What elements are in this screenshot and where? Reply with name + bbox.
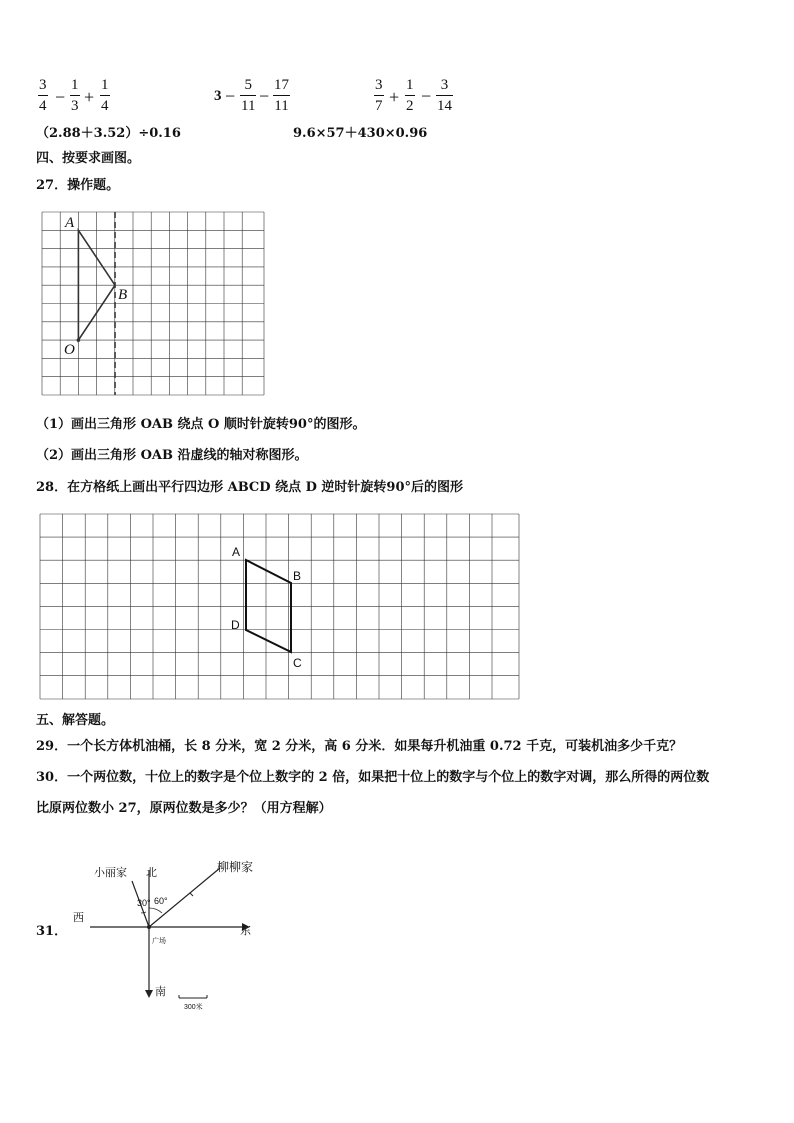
label-d: D: [231, 618, 240, 632]
q27-title: 27．操作题。: [36, 178, 120, 193]
center-point: [147, 925, 151, 929]
fraction: 1 2: [406, 77, 414, 114]
fraction: 5 11: [241, 77, 256, 114]
fraction: 1 4: [101, 77, 109, 114]
expression-5: 9.6×57＋430×0.96: [293, 126, 428, 141]
tick-mark: [190, 893, 193, 896]
fraction: 1 3: [71, 77, 79, 114]
parallelogram-abcd: [246, 560, 291, 652]
minus-sign: −: [259, 86, 270, 106]
q28-grid: [40, 514, 519, 699]
q30-line2: 比原两位数小 27，原两位数是多少？（用方程解）: [36, 801, 332, 816]
section-5-title: 五、解答题。: [36, 713, 115, 728]
angle-arc-60: [149, 908, 162, 913]
minus-sign: −: [55, 87, 66, 107]
q28-grid-figure: [38, 512, 522, 702]
label-c: C: [293, 656, 302, 670]
minus-sign: −: [225, 86, 236, 106]
label-b: B: [293, 569, 302, 583]
q27-sub1: （1）画出三角形 OAB 绕点 O 顺时针旋转90°的图形。: [36, 417, 366, 432]
q27-grid: [42, 212, 264, 395]
plus-sign: +: [389, 87, 400, 107]
whole-number: 3: [214, 88, 222, 104]
q30-line1: 30．一个两位数，十位上的数字是个位上数字的 2 倍，如果把十位上的数字与个位上的数字对调，那么所得的两位数: [36, 770, 710, 785]
q27-sub2: （2）画出三角形 OAB 沿虚线的轴对称图形。: [36, 448, 308, 463]
q31-number: 31．: [36, 924, 68, 939]
east-label: 东: [240, 925, 251, 937]
q27-grid-figure: [30, 206, 270, 401]
fraction: 3 7: [375, 77, 383, 114]
minus-sign: −: [421, 86, 432, 106]
liuliu-home-label: 柳柳家: [217, 860, 254, 874]
xiaoli-home-label: 小丽家: [94, 866, 127, 879]
angle-60-label: 60°: [154, 896, 168, 906]
expression-4: （2.88＋3.52）÷0.16: [36, 126, 181, 141]
south-label: 南: [155, 986, 166, 998]
plaza-label: 广场: [152, 938, 166, 945]
label-b: B: [118, 287, 128, 303]
q29-text: 29．一个长方体机油桶，长 8 分米，宽 2 分米，高 6 分米．如果每升机油重 0.72 千克，可装机油多少千克？: [36, 739, 683, 754]
section-4-title: 四、按要求画图。: [36, 151, 141, 166]
label-a: A: [232, 545, 241, 559]
point-o: [77, 338, 81, 342]
fraction: 3 4: [39, 77, 47, 114]
q28-title: 28．在方格纸上画出平行四边形 ABCD 绕点 D 逆时针旋转90°后的图形: [36, 480, 463, 495]
north-label: 北: [146, 867, 157, 879]
label-o: O: [64, 342, 75, 358]
south-arrow-icon: [145, 990, 153, 998]
label-a: A: [65, 215, 75, 231]
plus-sign: +: [84, 87, 95, 107]
fraction: 17 11: [274, 77, 289, 114]
west-label: 西: [73, 912, 84, 924]
angle-30-label: 30°: [137, 898, 151, 908]
fraction: 3 14: [437, 77, 452, 114]
scale-label: 300米: [184, 1004, 203, 1011]
